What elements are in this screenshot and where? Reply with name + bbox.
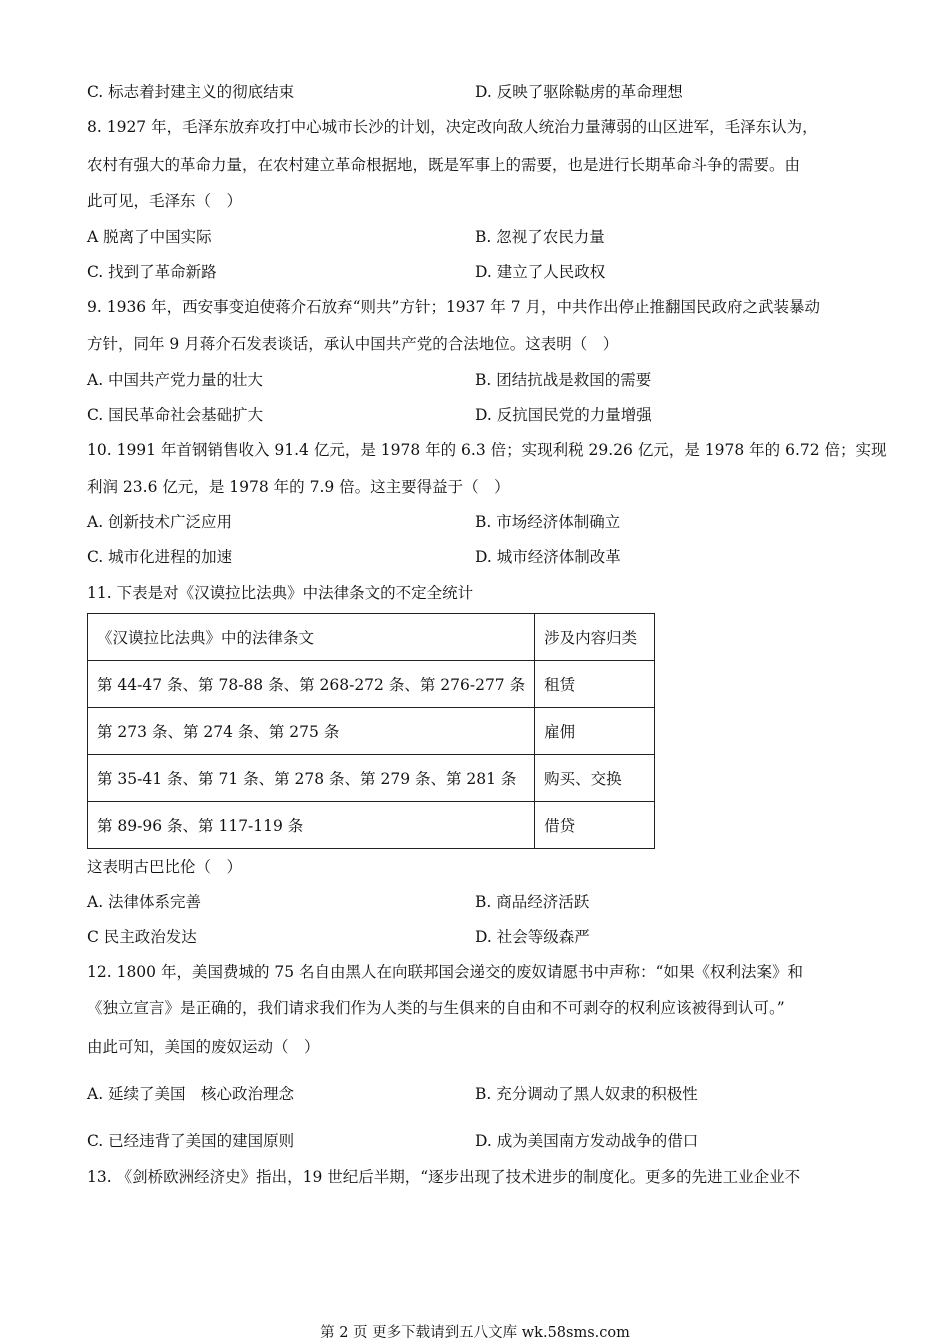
page-footer: 第 2 页 更多下载请到五八文库 wk.58sms.com: [320, 1325, 630, 1341]
table-row: [88, 755, 655, 802]
table-cell: 第 273 条、第 274 条、第 275 条: [88, 708, 535, 755]
table-cell: 借贷: [535, 802, 655, 849]
q12-option-b: B. 充分调动了黑人奴隶的积极性: [475, 1085, 698, 1103]
table-cell: 雇佣: [535, 708, 655, 755]
table-cell: 购买、交换: [535, 755, 655, 802]
q9-option-d: D. 反抗国民党的力量增强: [475, 406, 652, 424]
law-statistics-table: [87, 613, 655, 849]
q7-option-c: C. 标志着封建主义的彻底结束: [87, 83, 295, 101]
q8-option-b: B. 忽视了农民力量: [475, 228, 605, 246]
q9-option-b: B. 团结抗战是救国的需要: [475, 371, 652, 389]
table-cell: 租赁: [535, 661, 655, 708]
q11-option-a: A. 法律体系完善: [87, 893, 202, 911]
q11-option-b: B. 商品经济活跃: [475, 893, 590, 911]
q9-option-a: A. 中国共产党力量的壮大: [87, 371, 264, 389]
q11-after-table: 这表明古巴比伦（ ）: [87, 858, 243, 876]
q10-stem-line2: 利润 23.6 亿元，是 1978 年的 7.9 倍。这主要得益于（ ）: [87, 478, 510, 496]
table-row: [88, 802, 655, 849]
q9-stem-line2: 方针，同年 9 月蒋介石发表谈话，承认中国共产党的合法地位。这表明（ ）: [87, 335, 619, 353]
q8-option-c: C. 找到了革命新路: [87, 263, 217, 281]
q9-stem-line1: 9. 1936 年，西安事变迫使蒋介石放弃“则共”方针；1937 年 7 月，中共作出停止推翻国民政府之武装暴动: [87, 298, 821, 316]
table-cell: 第 35-41 条、第 71 条、第 278 条、第 279 条、第 281 条: [88, 755, 535, 802]
q8-stem-line3: 此可见，毛泽东（ ）: [87, 192, 243, 210]
q12-option-d: D. 成为美国南方发动战争的借口: [475, 1132, 699, 1150]
q12-option-a: A. 延续了美国 核心政治理念: [87, 1085, 295, 1103]
q10-option-d: D. 城市经济体制改革: [475, 548, 621, 566]
q10-option-b: B. 市场经济体制确立: [475, 513, 621, 531]
table-header-cell: 涉及内容归类: [535, 614, 655, 661]
q12-stem-line1: 12. 1800 年，美国费城的 75 名自由黑人在向联邦国会递交的废奴请愿书中声称：“如果《权利法案》和: [87, 963, 803, 981]
table-cell: 第 89-96 条、第 117-119 条: [88, 802, 535, 849]
q11-option-d: D. 社会等级森严: [475, 928, 590, 946]
table-row: [88, 708, 655, 755]
table-header-cell: 《汉谟拉比法典》中的法律条文: [88, 614, 535, 661]
q10-option-c: C. 城市化进程的加速: [87, 548, 233, 566]
q11-option-c: C 民主政治发达: [87, 928, 197, 946]
q13-stem-line1: 13. 《剑桥欧洲经济史》指出，19 世纪后半期，“逐步出现了技术进步的制度化。更多的先进工业企业不: [87, 1168, 801, 1186]
q8-option-a: A 脱离了中国实际: [87, 228, 212, 246]
q7-option-d: D. 反映了驱除鞑虏的革命理想: [475, 83, 683, 101]
q11-stem-line1: 11. 下表是对《汉谟拉比法典》中法律条文的不定全统计: [87, 584, 474, 602]
q8-stem-line2: 农村有强大的革命力量，在农村建立革命根据地，既是军事上的需要，也是进行长期革命斗争的需要。由: [87, 156, 801, 174]
q9-option-c: C. 国民革命社会基础扩大: [87, 406, 264, 424]
q10-stem-line1: 10. 1991 年首钢销售收入 91.4 亿元，是 1978 年的 6.3 倍；实现利税 29.26 亿元，是 1978 年的 6.72 倍；实现: [87, 441, 887, 459]
table-header-row: [88, 614, 655, 661]
table-cell: 第 44-47 条、第 78-88 条、第 268-272 条、第 276-277 条: [88, 661, 535, 708]
q8-option-d: D. 建立了人民政权: [475, 263, 606, 281]
q8-stem-line1: 8. 1927 年，毛泽东放弃攻打中心城市长沙的计划，决定改向敌人统治力量薄弱的山区进军，毛泽东认为，: [87, 118, 818, 136]
table-row: [88, 661, 655, 708]
q10-option-a: A. 创新技术广泛应用: [87, 513, 233, 531]
q12-stem-line2: 《独立宣言》是正确的，我们请求我们作为人类的与生俱来的自由和不可剥夺的权利应该被得到认可。”: [87, 999, 785, 1017]
q12-option-c: C. 已经违背了美国的建国原则: [87, 1132, 295, 1150]
q12-stem-line3: 由此可知，美国的废奴运动（ ）: [87, 1038, 320, 1056]
